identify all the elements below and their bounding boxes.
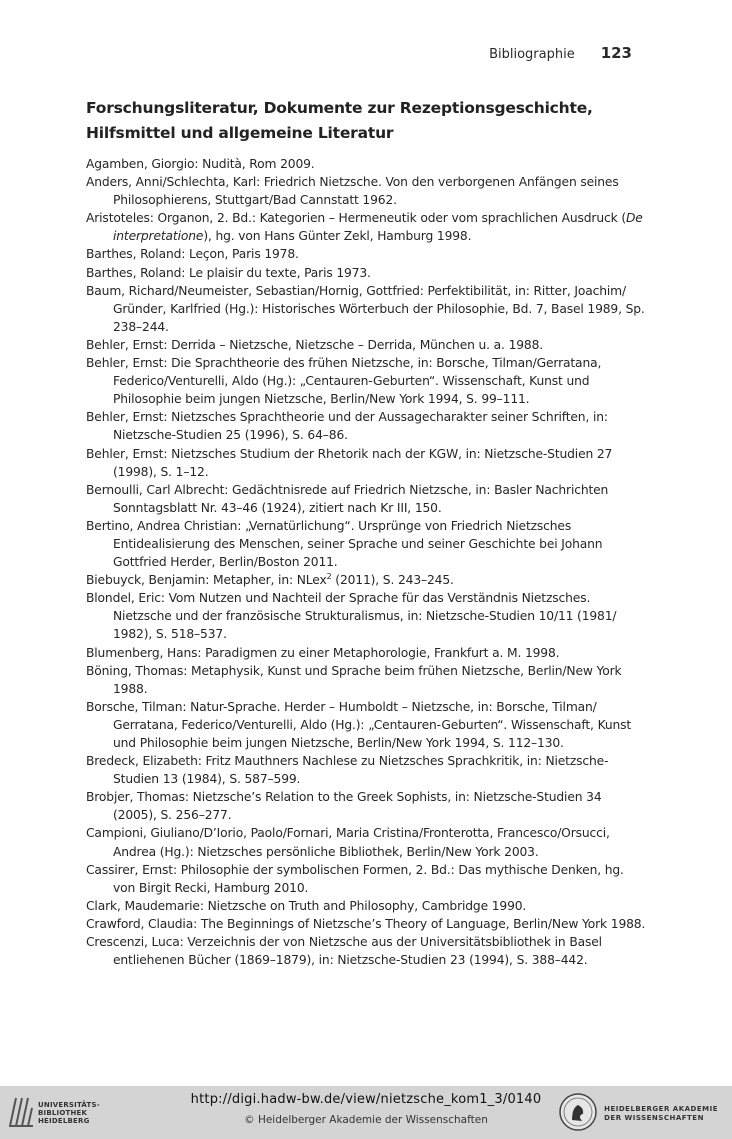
academy-name-line: DER WISSENSCHAFTEN bbox=[604, 1114, 704, 1122]
academy-seal-icon bbox=[558, 1092, 598, 1136]
library-name-line: BIBLIOTHEK bbox=[38, 1109, 88, 1117]
academy-name-line: HEIDELBERGER AKADEMIE bbox=[604, 1105, 718, 1113]
running-head bbox=[489, 44, 632, 62]
page-number: 123 bbox=[600, 44, 632, 62]
section-title bbox=[86, 96, 646, 146]
copyright-notice: © Heidelberger Akademie der Wissenschaften bbox=[244, 1114, 488, 1126]
bibliography-entry: Blondel, Eric: Vom Nutzen und Nachteil der Sprache für das Verständnis Nietzsches. Nietzsche und der französische Strukturalismus, in: Nietzsche-Studien 10/11 (1981/ 1982), S. 518–537. bbox=[86, 591, 617, 642]
bibliography-entry: Agamben, Giorgio: Nudità, Rom 2009. bbox=[86, 157, 315, 171]
entry-text: Aristoteles: Organon, 2. Bd.: Kategorien – Hermeneutik oder vom sprachlichen Ausdruck ( bbox=[86, 211, 626, 226]
bibliography-list bbox=[86, 155, 648, 969]
bibliography-entry: Crawford, Claudia: The Beginnings of Nietzsche’s Theory of Language, Berlin/New York 1988. bbox=[86, 916, 646, 931]
section-title-line-1: Forschungsliteratur, Dokumente zur Rezeptionsgeschichte, bbox=[86, 99, 593, 117]
bibliography-entry: Cassirer, Ernst: Philosophie der symbolischen Formen, 2. Bd.: Das mythische Denken, hg. von Birgit Recki, Hamburg 2010. bbox=[86, 862, 624, 895]
entry-italic-title: De interpretatione bbox=[113, 211, 643, 244]
footer-bar bbox=[0, 1086, 732, 1139]
entry-text: (2011), S. 243–245. bbox=[331, 573, 454, 588]
bibliography-entry: Bertino, Andrea Christian: „Vernatürlichung“. Ursprünge von Friedrich Nietzsches Entidealisierung des Menschen, seiner Sprache und seiner Geschichte bei Johann Gottfried Herder, Berlin/Boston 2011. bbox=[86, 518, 603, 570]
bibliography-entry: Behler, Ernst: Nietzsches Sprachtheorie und der Aussagecharakter seiner Schriften, in: Nietzsche-Studien 25 (1996), S. 64–86. bbox=[86, 410, 608, 443]
library-name-line: HEIDELBERG bbox=[38, 1117, 90, 1125]
bibliography-entry: Behler, Ernst: Die Sprachtheorie des frühen Nietzsche, in: Borsche, Tilman/Gerratana, Federico/Venturelli, Aldo (Hg.): „Centauren-Geburten“. Wissenschaft, Kunst und Philosophie beim jungen Nietzsche, Berlin/New York 1994, S. 99–111. bbox=[86, 356, 602, 407]
source-url-link[interactable]: http://digi.hadw-bw.de/view/nietzsche_kom1_3/0140 bbox=[190, 1092, 542, 1107]
bibliography-entry: Barthes, Roland: Leçon, Paris 1978. bbox=[86, 247, 299, 262]
bibliography-entry: Bernoulli, Carl Albrecht: Gedächtnisrede auf Friedrich Nietzsche, in: Basler Nachrichten Sonntagsblatt Nr. 43–46 (1924), zitiert nach Kr III, 150. bbox=[86, 482, 609, 515]
entry-text: ), hg. von Hans Günter Zekl, Hamburg 1998. bbox=[203, 229, 472, 244]
bibliography-entry: Barthes, Roland: Le plaisir du texte, Paris 1973. bbox=[86, 265, 371, 280]
academy-name bbox=[604, 1105, 718, 1123]
bibliography-entry: Anders, Anni/Schlechta, Karl: Friedrich Nietzsche. Von den verborgenen Anfängen seines Philosophierens, Stuttgart/Bad Cannstatt 1962. bbox=[86, 175, 619, 208]
bibliography-entry: Behler, Ernst: Derrida – Nietzsche, Nietzsche – Derrida, München u. a. 1988. bbox=[86, 337, 544, 352]
academy-logo[interactable] bbox=[558, 1092, 718, 1136]
section-title-line-2: Hilfsmittel und allgemeine Literatur bbox=[86, 124, 394, 142]
running-head-section: Bibliographie bbox=[489, 47, 575, 62]
bibliography-entry: Campioni, Giuliano/D’Iorio, Paolo/Fornari, Maria Cristina/Fronterotta, Francesco/Orsucci, Andrea (Hg.): Nietzsches persönliche Bibliothek, Berlin/New York 2003. bbox=[86, 826, 610, 859]
bibliography-entry: Brobjer, Thomas: Nietzsche’s Relation to the Greek Sophists, in: Nietzsche-Studien 34 (2005), S. 256–277. bbox=[86, 790, 602, 823]
bibliography-entry bbox=[86, 571, 648, 589]
bibliography-entry: Behler, Ernst: Nietzsches Studium der Rhetorik nach der KGW, in: Nietzsche-Studien 27 (1998), S. 1–12. bbox=[86, 446, 613, 479]
bibliography-entry: Crescenzi, Luca: Verzeichnis der von Nietzsche aus der Universitätsbibliothek in Basel entliehenen Bücher (1869–1879), in: Nietzsche-Studien 23 (1994), S. 388–442. bbox=[86, 935, 602, 968]
bibliography-entry: Clark, Maudemarie: Nietzsche on Truth and Philosophy, Cambridge 1990. bbox=[86, 898, 527, 913]
entry-text: Biebuyck, Benjamin: Metapher, in: NLex bbox=[86, 573, 327, 588]
entry-superscript: 2 bbox=[326, 572, 332, 582]
bibliography-entry: Böning, Thomas: Metaphysik, Kunst und Sprache beim frühen Nietzsche, Berlin/New York 1988. bbox=[86, 663, 622, 696]
bibliography-entry: Bredeck, Elizabeth: Fritz Mauthners Nachlese zu Nietzsches Sprachkritik, in: Nietzsche-Studien 13 (1984), S. 587–599. bbox=[86, 754, 609, 787]
bibliography-entry: Baum, Richard/Neumeister, Sebastian/Hornig, Gottfried: Perfektibilität, in: Ritter, Joachim/ Gründer, Karlfried (Hg.): Historisches Wörterbuch der Philosophie, Bd. 7, Basel 1989, Sp. 238–244. bbox=[86, 283, 645, 334]
library-name-line: UNIVERSITÄTS- bbox=[38, 1101, 100, 1109]
bibliography-entry: Blumenberg, Hans: Paradigmen zu einer Metaphorologie, Frankfurt a. M. 1998. bbox=[86, 645, 560, 660]
bibliography-entry bbox=[86, 209, 648, 245]
bibliography-entry: Borsche, Tilman: Natur-Sprache. Herder – Humboldt – Nietzsche, in: Borsche, Tilman/ Gerratana, Federico/Venturelli, Aldo (Hg.): „Centauren-Geburten“. Wissenschaft, Kunst und Philosophie beim jungen Nietzsche, Berlin/New York 1994, S. 112–130. bbox=[86, 699, 632, 750]
